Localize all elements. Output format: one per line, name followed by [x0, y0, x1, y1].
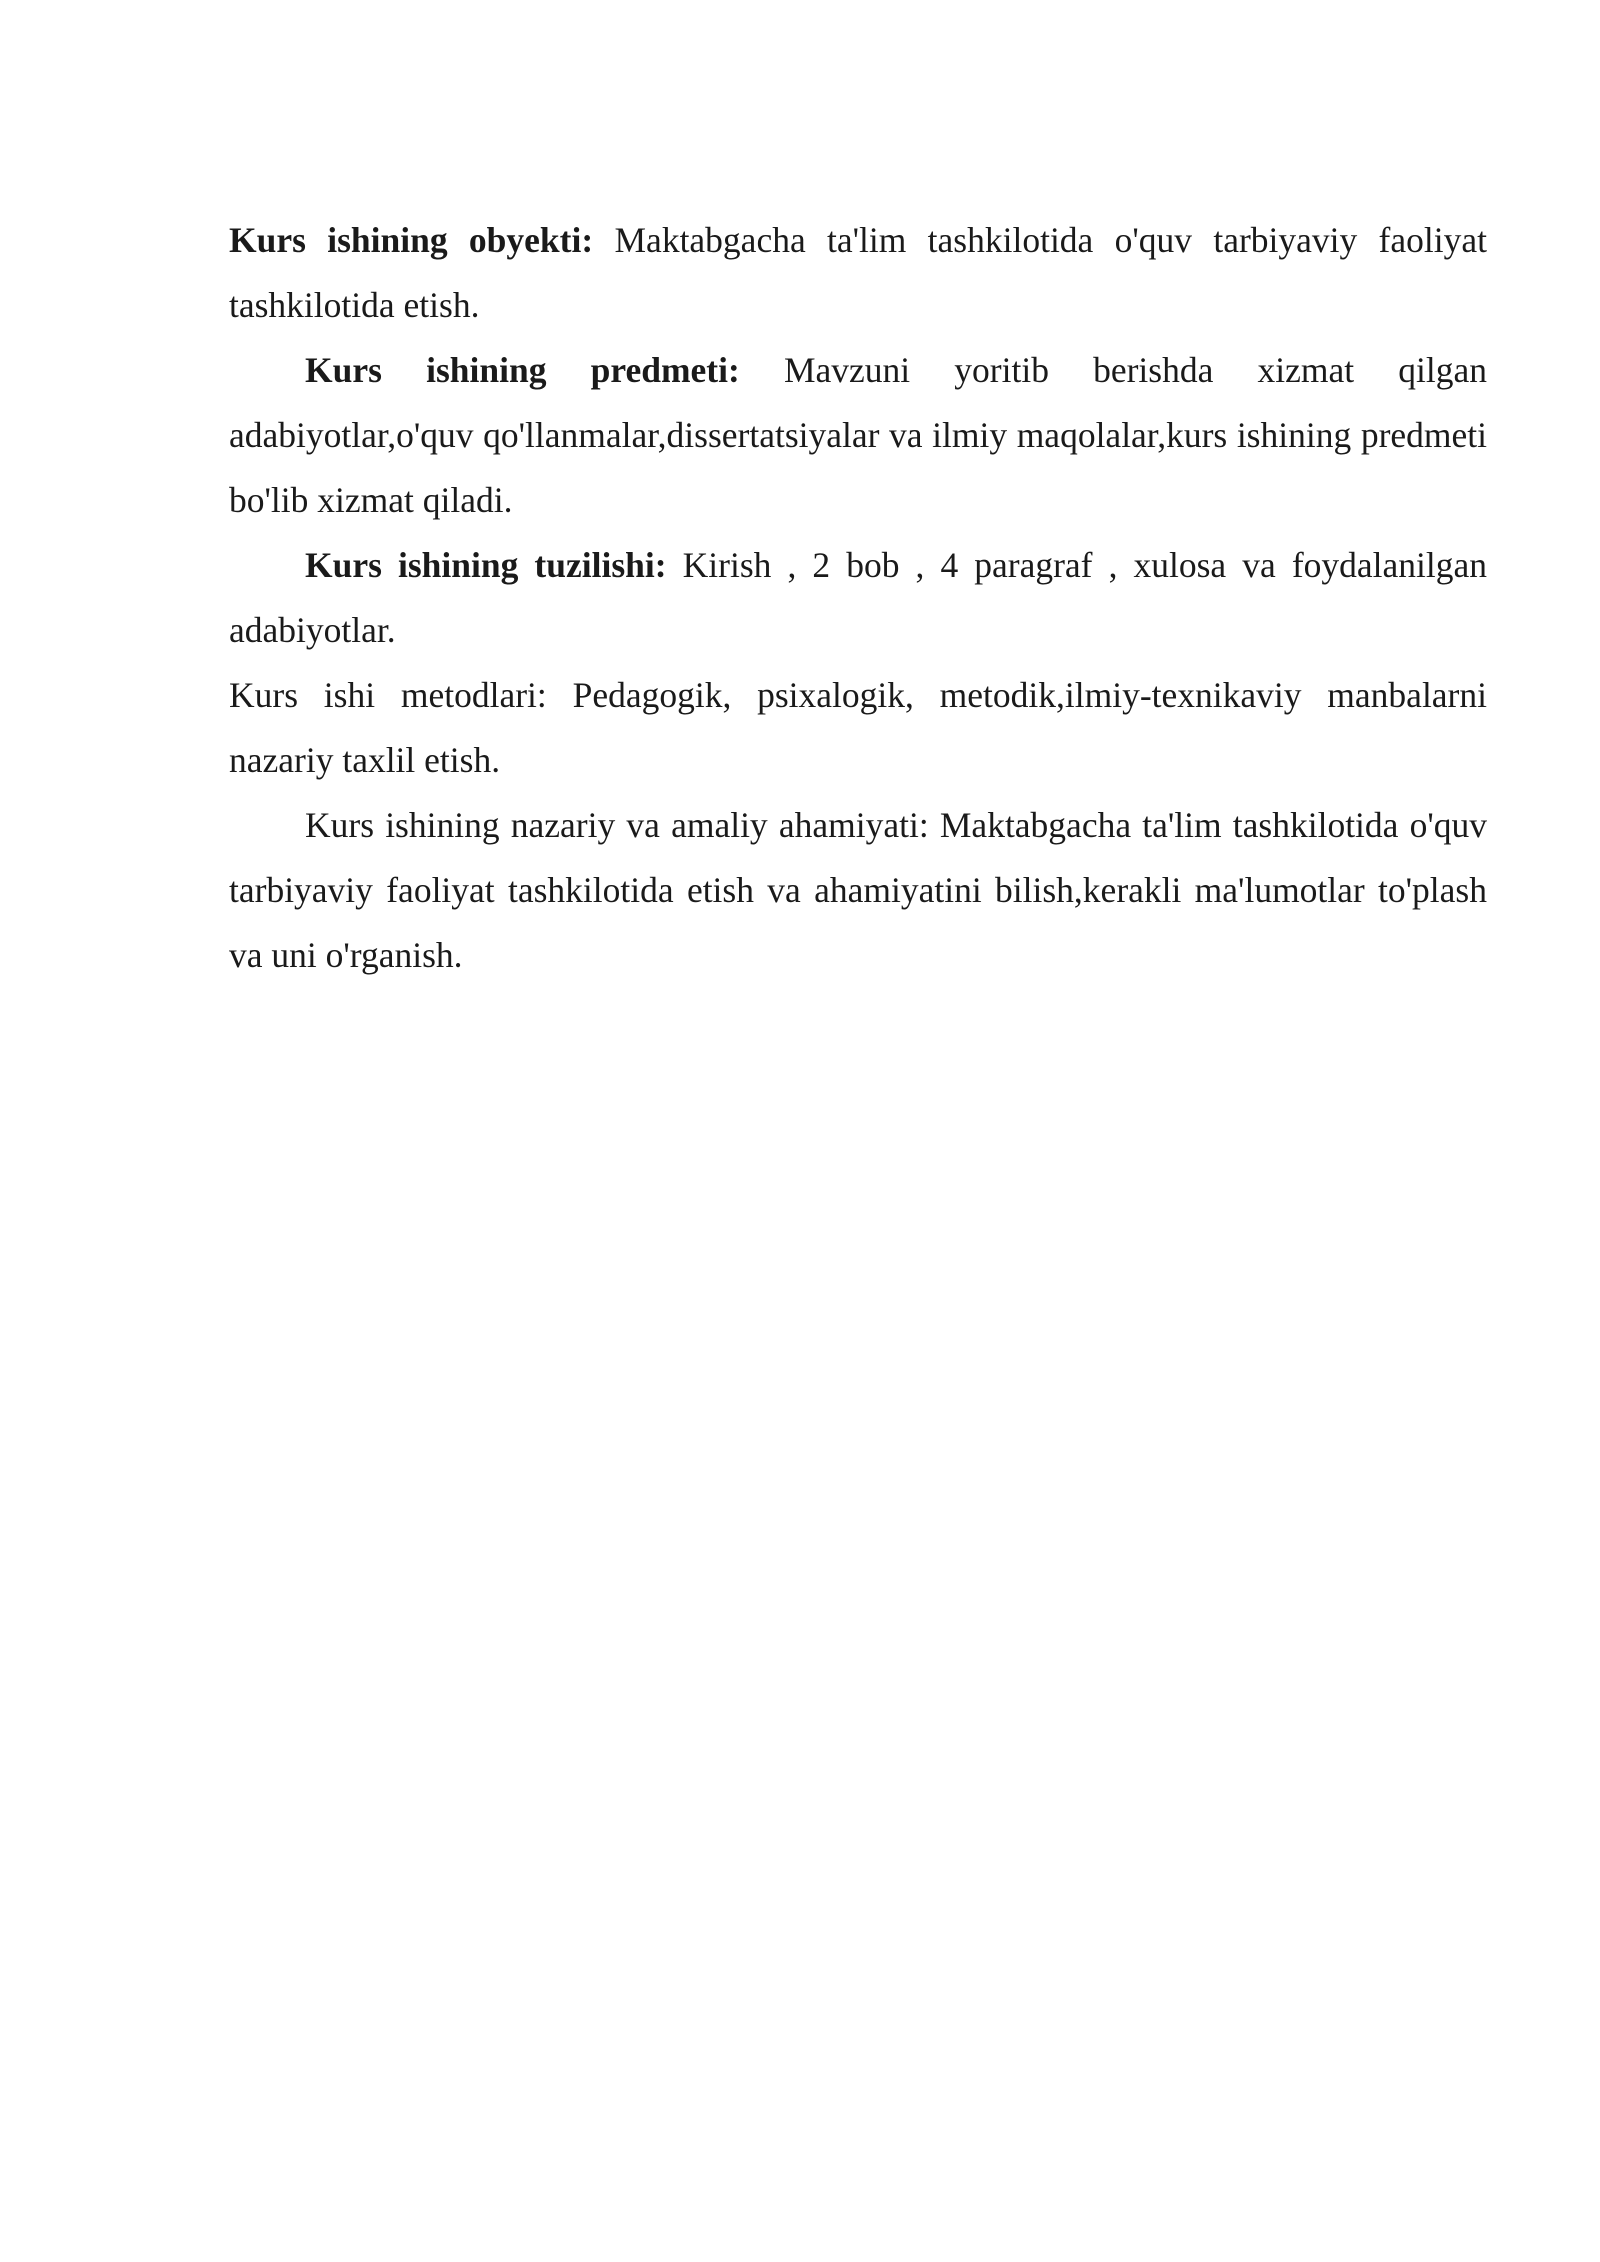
document-body [229, 208, 1487, 988]
paragraph-course-methods [229, 663, 1487, 793]
paragraph-course-subject [229, 338, 1487, 533]
paragraph-text: Kurs ishi metodlari: Pedagogik, psixalogik, metodik,ilmiy-texnikaviy manbalarni nazariy taxlil etish. [229, 675, 1487, 780]
paragraph-course-object [229, 208, 1487, 338]
paragraph-text: Kirish , 2 bob , 4 paragraf , xulosa va foydalanilgan adabiyotlar. [229, 545, 1488, 650]
paragraph-text: Kurs ishining nazariy va amaliy ahamiyati: Maktabgacha ta'lim tashkilotida o'quv tarbiyaviy faoliyat tashkilotida etish va ahamiyatini bilish,kerakli ma'lumotlar to'plash va uni o'rganish. [229, 805, 1487, 975]
paragraph-course-significance [229, 793, 1487, 988]
paragraph-text: Maktabgacha ta'lim tashkilotida o'quv tarbiyaviy faoliyat tashkilotida etish. [229, 220, 1487, 325]
paragraph-lead: Kurs ishining obyekti: [229, 220, 594, 260]
paragraph-text: Mavzuni yoritib berishda xizmat qilgan adabiyotlar,o'quv qo'llanmalar,dissertatsiyalar va ilmiy maqolalar,kurs ishining predmeti bo'lib xizmat qiladi. [229, 350, 1487, 520]
paragraph-course-structure [229, 533, 1487, 663]
paragraph-lead: Kurs ishining tuzilishi: [305, 545, 667, 585]
paragraph-lead: Kurs ishining predmeti: [305, 350, 740, 390]
